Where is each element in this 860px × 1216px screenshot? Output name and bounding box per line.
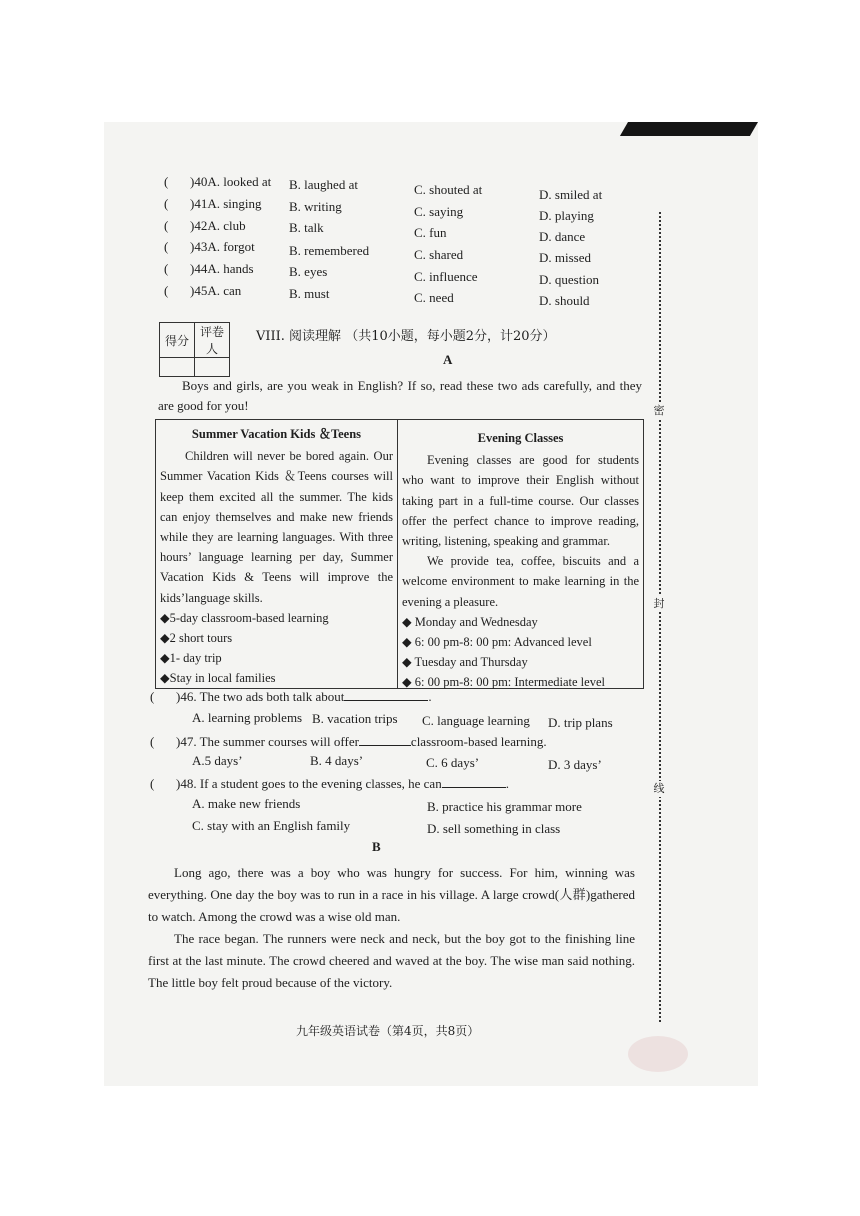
option-48c: C. stay with an English family — [192, 818, 351, 833]
option-40b: B. laughed at — [289, 177, 358, 192]
option-46d: D. trip plans — [548, 715, 613, 730]
option-40d: D. smiled at — [539, 187, 603, 202]
option-46b: B. vacation trips — [312, 711, 398, 726]
ads-box — [155, 419, 644, 689]
binder-mark-mi: 密 — [650, 403, 668, 419]
question-43: ( )43A. forgot — [164, 239, 255, 254]
option-46a: A. learning problems — [192, 710, 303, 725]
answer-blank — [359, 733, 411, 746]
question-44: ( )44A. hands — [164, 261, 254, 276]
ad-summer-vacation — [156, 420, 398, 688]
ad-right-body-2: We provide tea, coffee, biscuits and a welcome environment to make learning in the evening a pleasure. — [402, 554, 639, 609]
ad-right-bullet: ◆ 6: 00 pm-8: 00 pm: Advanced level — [402, 635, 592, 650]
option-41b: B. writing — [289, 199, 342, 214]
ad-evening-classes — [398, 420, 643, 688]
intro-paragraph: Boys and girls, are you weak in English? If so, read these two ads carefully, and they are good for you! — [158, 378, 642, 413]
grader-label: 评卷人 — [195, 323, 230, 358]
option-42d: D. dance — [539, 229, 586, 244]
question-47: ( )47. The summer courses will offer classroom-based learning. — [150, 734, 547, 749]
section-title: VIII. 阅读理解 （共10小题，每小题2分，计20分） — [256, 329, 556, 344]
option-45b: B. must — [289, 286, 330, 301]
option-44d: D. question — [539, 272, 599, 287]
page-footer: 九年级英语试卷（第4页，共8页） — [296, 1024, 480, 1038]
ad-left-title: Summer Vacation Kids ＆Teens — [191, 427, 362, 441]
option-43b: B. remembered — [289, 243, 370, 258]
score-cell — [160, 358, 195, 377]
option-42c: C. fun — [414, 225, 447, 240]
question-46: ( )46. The two ads both talk about . — [150, 689, 432, 704]
option-41d: D. playing — [539, 208, 594, 223]
ad-right-body-1: Evening classes are good for students who want to improve their English without taking part in a full-time course. Our classes offer the perfect chance to improve reading, writing, listening, speaking and grammar. — [402, 453, 639, 549]
option-43c: C. shared — [414, 247, 464, 262]
question-40: ( )40A. looked at — [164, 174, 272, 189]
exam-page — [104, 122, 758, 1086]
option-43d: D. missed — [539, 250, 591, 265]
scan-smudge — [628, 1036, 688, 1072]
ad-right-bullet: ◆ Monday and Wednesday — [402, 614, 538, 629]
score-table — [159, 322, 230, 377]
option-45d: D. should — [539, 293, 590, 308]
option-46c: C. language learning — [422, 713, 530, 728]
question-48: ( )48. If a student goes to the evening classes, he can . — [150, 776, 509, 791]
option-42b: B. talk — [289, 220, 324, 235]
option-48a: A. make new friends — [192, 796, 301, 811]
option-40c: C. shouted at — [414, 182, 483, 197]
ad-left-bullets — [160, 608, 393, 689]
question-41: ( )41A. singing — [164, 196, 262, 211]
binder-mark-feng: 封 — [650, 596, 668, 612]
ad-left-bullet: ◆1- day trip — [160, 651, 222, 666]
ad-left-bullet: ◆Stay in local families — [160, 671, 276, 686]
binder-mark-xian: 线 — [650, 781, 668, 797]
option-48d: D. sell something in class — [427, 821, 561, 836]
question-45: ( )45A. can — [164, 283, 242, 298]
ad-left-bullet: ◆2 short tours — [160, 631, 233, 646]
part-b-label: B — [372, 839, 381, 854]
option-44b: B. eyes — [289, 264, 328, 279]
scan-shadow — [620, 122, 758, 136]
ad-left-body: Children will never be bored again. Our Summer Vacation Kids ＆Teens courses will keep them excited all the summer. The kids can enjoy themselves and make new friends while they are learning languages. With three hours’ language learning per day, Summer Vacation Kids & Teens will improve the kids’language skills. — [160, 449, 393, 605]
ad-right-bullet: ◆ Tuesday and Thursday — [402, 655, 528, 670]
ad-left-bullet: ◆5-day classroom-based learning — [160, 610, 329, 625]
option-41c: C. saying — [414, 204, 464, 219]
question-42: ( )42A. club — [164, 218, 246, 233]
part-a-label: A — [443, 352, 453, 367]
ad-right-title: Evening Classes — [477, 431, 564, 445]
option-47b: B. 4 days’ — [310, 753, 364, 768]
option-47c: C. 6 days’ — [426, 755, 480, 770]
story-paragraph-1: Long ago, there was a boy who was hungry for success. For him, winning was everything. One day the boy was to run in a race in his village. A large crowd(人群)gathered to watch. Among the crowd was a wise old man. — [148, 865, 635, 924]
option-48b: B. practice his grammar more — [427, 799, 582, 814]
answer-blank — [344, 688, 428, 701]
option-47a: A.5 days’ — [192, 753, 243, 768]
option-44c: C. influence — [414, 269, 478, 284]
ad-right-bullets — [402, 612, 639, 693]
grader-cell — [195, 358, 230, 377]
option-47d: D. 3 days’ — [548, 757, 602, 772]
option-45c: C. need — [414, 290, 454, 305]
ad-right-bullet: ◆ 6: 00 pm-8: 00 pm: Intermediate level — [402, 675, 605, 690]
story-paragraph-2: The race began. The runners were neck and neck, but the boy got to the finishing line first at the last minute. The crowd cheered and waved at the boy. The wise man said nothing. The little boy felt proud because of the victory. — [148, 931, 635, 990]
binding-dotted-line — [659, 212, 661, 1022]
score-label: 得分 — [160, 323, 195, 358]
answer-blank — [442, 775, 506, 788]
